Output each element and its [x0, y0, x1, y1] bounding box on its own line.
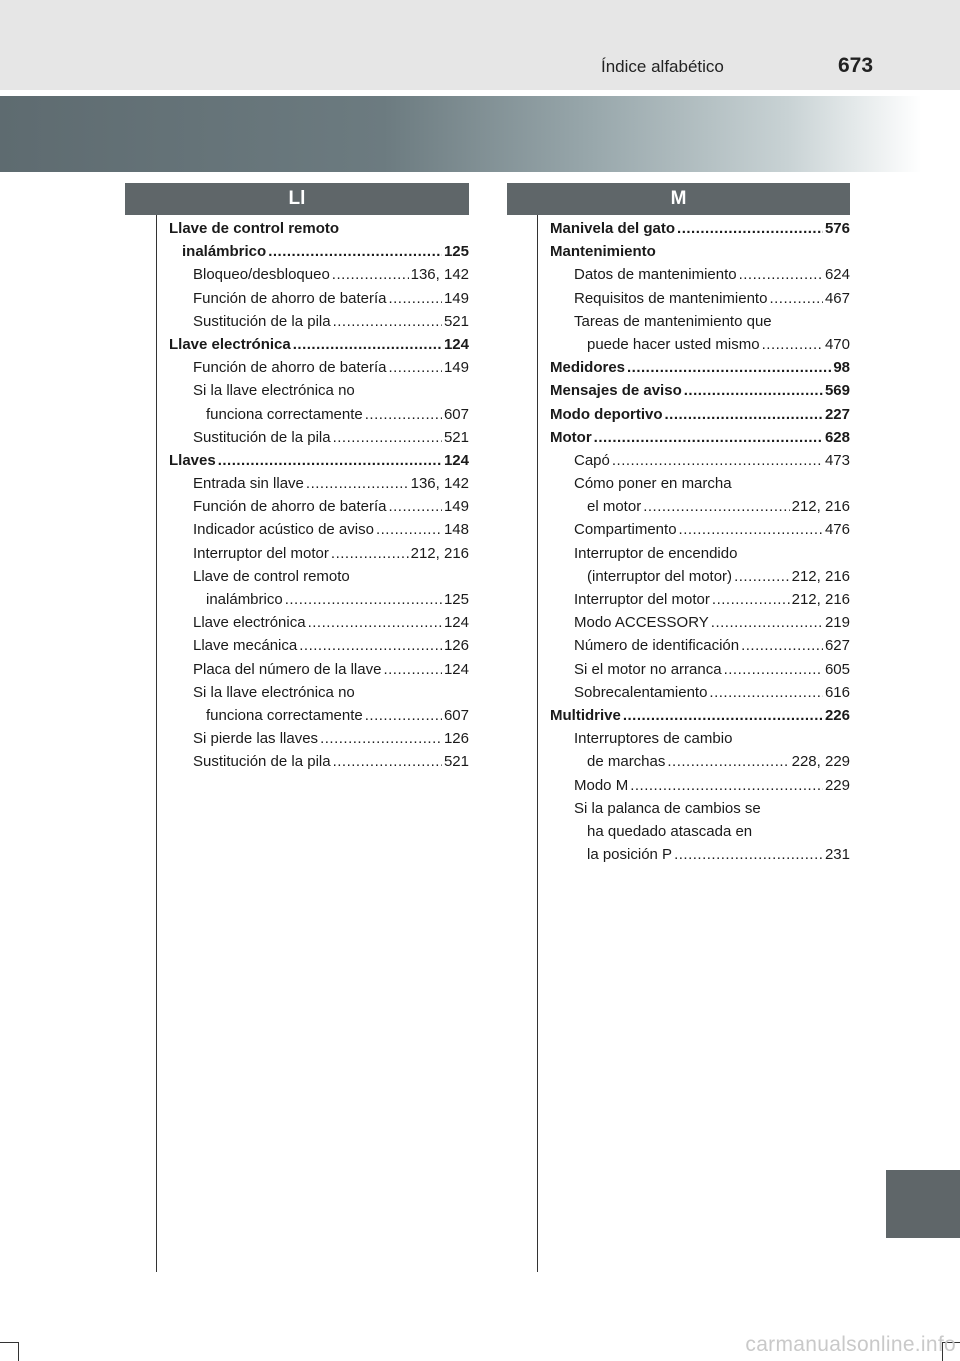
dot-leader [388, 495, 442, 518]
index-entry [550, 333, 850, 356]
dot-leader [734, 565, 790, 588]
index-entry [550, 287, 850, 310]
index-entry-pages: 126 [443, 637, 469, 655]
dot-leader [376, 518, 442, 541]
index-entry-pages: 125 [443, 243, 469, 261]
index-entry-pages: 607 [443, 405, 469, 423]
index-entry-term: Entrada sin llave [193, 475, 304, 493]
index-entry [169, 495, 469, 518]
index-entry [169, 240, 469, 263]
dot-leader [333, 426, 442, 449]
index-entry-pages: 136, 142 [410, 475, 469, 493]
index-entry [169, 403, 469, 426]
index-entry-pages: 476 [824, 521, 850, 539]
index-entry-pages: 628 [824, 428, 850, 446]
index-entry-pages: 627 [824, 637, 850, 655]
index-entry-pages: 473 [824, 451, 850, 469]
index-entry [169, 449, 469, 472]
index-entry-term: puede hacer usted mismo [587, 335, 760, 353]
index-entry [169, 658, 469, 681]
index-entry-term: Función de ahorro de batería [193, 289, 387, 307]
index-entry-pages: 212, 216 [791, 591, 850, 608]
dot-leader [332, 263, 409, 286]
index-entry-pages: 616 [824, 683, 850, 701]
index-column-ll [169, 217, 469, 774]
index-entry-pages: 227 [824, 405, 850, 423]
chapter-tab [886, 1170, 960, 1238]
column-divider [156, 215, 157, 1272]
index-entry [169, 565, 469, 588]
index-entry-pages: 98 [833, 359, 850, 377]
index-entry-term: Requisitos de mantenimiento [574, 289, 768, 307]
index-entry-term: Modo ACCESSORY [574, 614, 709, 632]
column-heading-m: M [507, 183, 850, 215]
crop-mark [0, 1342, 18, 1343]
index-entry [550, 495, 850, 518]
crop-mark [18, 1342, 19, 1361]
index-entry-term: Llaves [169, 451, 216, 469]
dot-leader [320, 727, 442, 750]
index-entry-pages: 149 [443, 498, 469, 516]
index-entry [550, 518, 850, 541]
index-entry-pages: 607 [443, 706, 469, 724]
index-entry [550, 565, 850, 588]
index-entry-term: Función de ahorro de batería [193, 498, 387, 516]
index-entry-term: Mensajes de aviso [550, 382, 682, 400]
column-heading-ll: Ll [125, 183, 469, 215]
index-entry [169, 263, 469, 286]
index-entry-term: Tareas de mantenimiento que [574, 312, 772, 330]
index-entry-pages: 624 [824, 266, 850, 284]
page-header [0, 0, 960, 90]
index-entry [169, 681, 469, 704]
index-entry-term: Función de ahorro de batería [193, 359, 387, 377]
index-entry-term: Sustitución de la pila [193, 753, 331, 771]
index-entry [550, 310, 850, 333]
dot-leader [365, 704, 442, 727]
index-entry-pages: 126 [443, 730, 469, 748]
index-entry [550, 658, 850, 681]
dot-leader [388, 287, 442, 310]
dot-leader [674, 843, 823, 866]
index-entry [550, 449, 850, 472]
index-entry-pages: 124 [443, 335, 469, 353]
decorative-band [0, 96, 960, 172]
index-entry-pages: 149 [443, 289, 469, 307]
dot-leader [293, 333, 442, 356]
index-entry-pages: 212, 216 [410, 544, 469, 562]
index-entry-term: Modo deportivo [550, 405, 663, 423]
index-entry [550, 634, 850, 657]
column-divider [537, 215, 538, 1272]
dot-leader [388, 356, 442, 379]
index-entry-term: Manivela del gato [550, 220, 676, 237]
index-entry-term: inalámbrico [206, 591, 283, 608]
index-entry-term: Llave de control remoto [169, 220, 340, 237]
index-entry-term: Mantenimiento [550, 243, 656, 261]
index-entry [550, 843, 850, 866]
index-entry-pages: 231 [824, 846, 850, 864]
index-entry-term: Interruptor de encendido [574, 544, 738, 562]
index-entry-term: Llave electrónica [169, 335, 291, 353]
dot-leader [741, 634, 823, 657]
dot-leader [724, 658, 823, 681]
index-entry-term: Si la llave electrónica no [193, 683, 355, 701]
index-entry-term: Medidores [550, 359, 626, 377]
index-entry-term: Llave de control remoto [193, 567, 350, 585]
dot-leader [333, 310, 442, 333]
index-entry-term: Llave mecánica [193, 637, 298, 655]
index-entry [169, 727, 469, 750]
index-entry-pages: 229 [824, 776, 850, 794]
index-entry-term: funciona correctamente [206, 405, 363, 423]
index-entry [169, 518, 469, 541]
index-entry-term: Sustitución de la pila [193, 428, 331, 446]
dot-leader [762, 333, 823, 356]
index-entry-pages: 124 [443, 614, 469, 632]
index-entry [550, 263, 850, 286]
dot-leader [711, 611, 823, 634]
dot-leader [383, 658, 442, 681]
index-entry-term: Modo M [574, 776, 629, 794]
index-entry-term: Bloqueo/desbloqueo [193, 266, 330, 284]
index-entry-pages: 212, 216 [791, 498, 850, 516]
dot-leader [643, 495, 789, 518]
index-entry [169, 750, 469, 773]
index-entry-term: Indicador acústico de aviso [193, 521, 374, 539]
index-entry [169, 310, 469, 333]
index-entry-pages: 228, 229 [791, 753, 850, 771]
index-entry-term: inalámbrico [182, 243, 267, 261]
index-entry [550, 681, 850, 704]
dot-leader [285, 588, 442, 611]
dot-leader [218, 449, 442, 472]
index-entry [550, 727, 850, 750]
dot-leader [333, 750, 442, 773]
page-number: 673 [838, 54, 874, 77]
index-entry [550, 472, 850, 495]
dot-leader [623, 704, 823, 727]
index-entry [169, 217, 469, 240]
index-entry-term: Número de identificación [574, 637, 740, 655]
index-entry-term: Si la palanca de cambios se [574, 799, 761, 817]
dot-leader [677, 217, 823, 240]
index-entry [169, 287, 469, 310]
index-entry [169, 704, 469, 727]
index-entry [550, 750, 850, 773]
index-entry [169, 472, 469, 495]
dot-leader [684, 379, 823, 402]
dot-leader [679, 518, 823, 541]
dot-leader [739, 263, 823, 286]
index-entry-term: Capó [574, 451, 610, 469]
index-entry-term: Multidrive [550, 706, 621, 724]
index-entry [550, 426, 850, 449]
index-entry-term: de marchas [587, 753, 666, 771]
dot-leader [709, 681, 823, 704]
index-entry-pages: 470 [824, 335, 850, 353]
dot-leader [594, 426, 823, 449]
index-entry [550, 356, 850, 379]
index-entry-term: Sobrecalentamiento [574, 683, 708, 701]
index-entry-pages: 521 [443, 428, 469, 446]
index-entry [169, 588, 469, 611]
index-entry [550, 704, 850, 727]
index-entry [550, 820, 850, 843]
index-entry [169, 611, 469, 634]
index-entry-pages: 521 [443, 753, 469, 771]
index-entry-term: Motor [550, 428, 592, 446]
index-entry-pages: 569 [824, 382, 850, 400]
index-entry-term: Interruptor del motor [574, 591, 710, 608]
dot-leader [665, 403, 823, 426]
index-entry-pages: 149 [443, 359, 469, 377]
dot-leader [331, 542, 409, 565]
index-entry [169, 379, 469, 402]
index-entry-term: Datos de mantenimiento [574, 266, 737, 284]
index-entry [550, 588, 850, 611]
index-entry-pages: 125 [443, 591, 469, 608]
dot-leader [627, 356, 831, 379]
section-title: Índice alfabético [601, 57, 724, 76]
index-entry-pages: 219 [824, 614, 850, 632]
index-entry-pages: 605 [824, 660, 850, 678]
index-entry-term: Placa del número de la llave [193, 660, 382, 678]
index-entry-term: Interruptor del motor [193, 544, 329, 562]
dot-leader [299, 634, 442, 657]
index-entry-pages: 576 [824, 220, 850, 237]
dot-leader [630, 774, 823, 797]
dot-leader [712, 588, 790, 611]
index-entry-term: Llave electrónica [193, 614, 306, 632]
dot-leader [667, 750, 789, 773]
index-entry [550, 774, 850, 797]
index-entry [169, 426, 469, 449]
index-entry-pages: 467 [824, 289, 850, 307]
index-entry-pages: 124 [443, 660, 469, 678]
index-entry [169, 333, 469, 356]
index-entry [550, 217, 850, 240]
index-entry [169, 542, 469, 565]
index-entry [169, 356, 469, 379]
index-entry-pages: 148 [443, 521, 469, 539]
index-entry-term: Si pierde las llaves [193, 730, 319, 748]
index-entry-term: Si el motor no arranca [574, 660, 722, 678]
index-entry-term: Compartimento [574, 521, 677, 539]
index-entry-term: (interruptor del motor) [587, 567, 733, 585]
dot-leader [308, 611, 442, 634]
index-entry-term: la posición P [587, 846, 673, 864]
index-entry [550, 542, 850, 565]
index-entry-pages: 226 [824, 706, 850, 724]
index-entry-pages: 124 [443, 451, 469, 469]
dot-leader [268, 240, 442, 263]
index-entry-pages: 212, 216 [791, 567, 850, 585]
index-entry [550, 403, 850, 426]
index-entry [550, 379, 850, 402]
dot-leader [306, 472, 409, 495]
dot-leader [365, 403, 442, 426]
index-entry-term: ha quedado atascada en [587, 822, 753, 840]
index-entry [550, 240, 850, 263]
index-entry [550, 611, 850, 634]
index-entry-term: Interruptores de cambio [574, 730, 733, 748]
index-entry-pages: 521 [443, 312, 469, 330]
index-entry-term: Cómo poner en marcha [574, 475, 732, 493]
watermark: carmanualsonline.info [745, 1333, 956, 1356]
dot-leader [769, 287, 823, 310]
index-entry [550, 797, 850, 820]
index-entry-term: funciona correctamente [206, 706, 363, 724]
index-entry-term: Sustitución de la pila [193, 312, 331, 330]
index-entry-pages: 136, 142 [410, 266, 469, 284]
dot-leader [612, 449, 823, 472]
index-entry [169, 634, 469, 657]
index-column-m [550, 217, 850, 866]
index-entry-term: el motor [587, 498, 642, 516]
index-entry-term: Si la llave electrónica no [193, 382, 355, 400]
